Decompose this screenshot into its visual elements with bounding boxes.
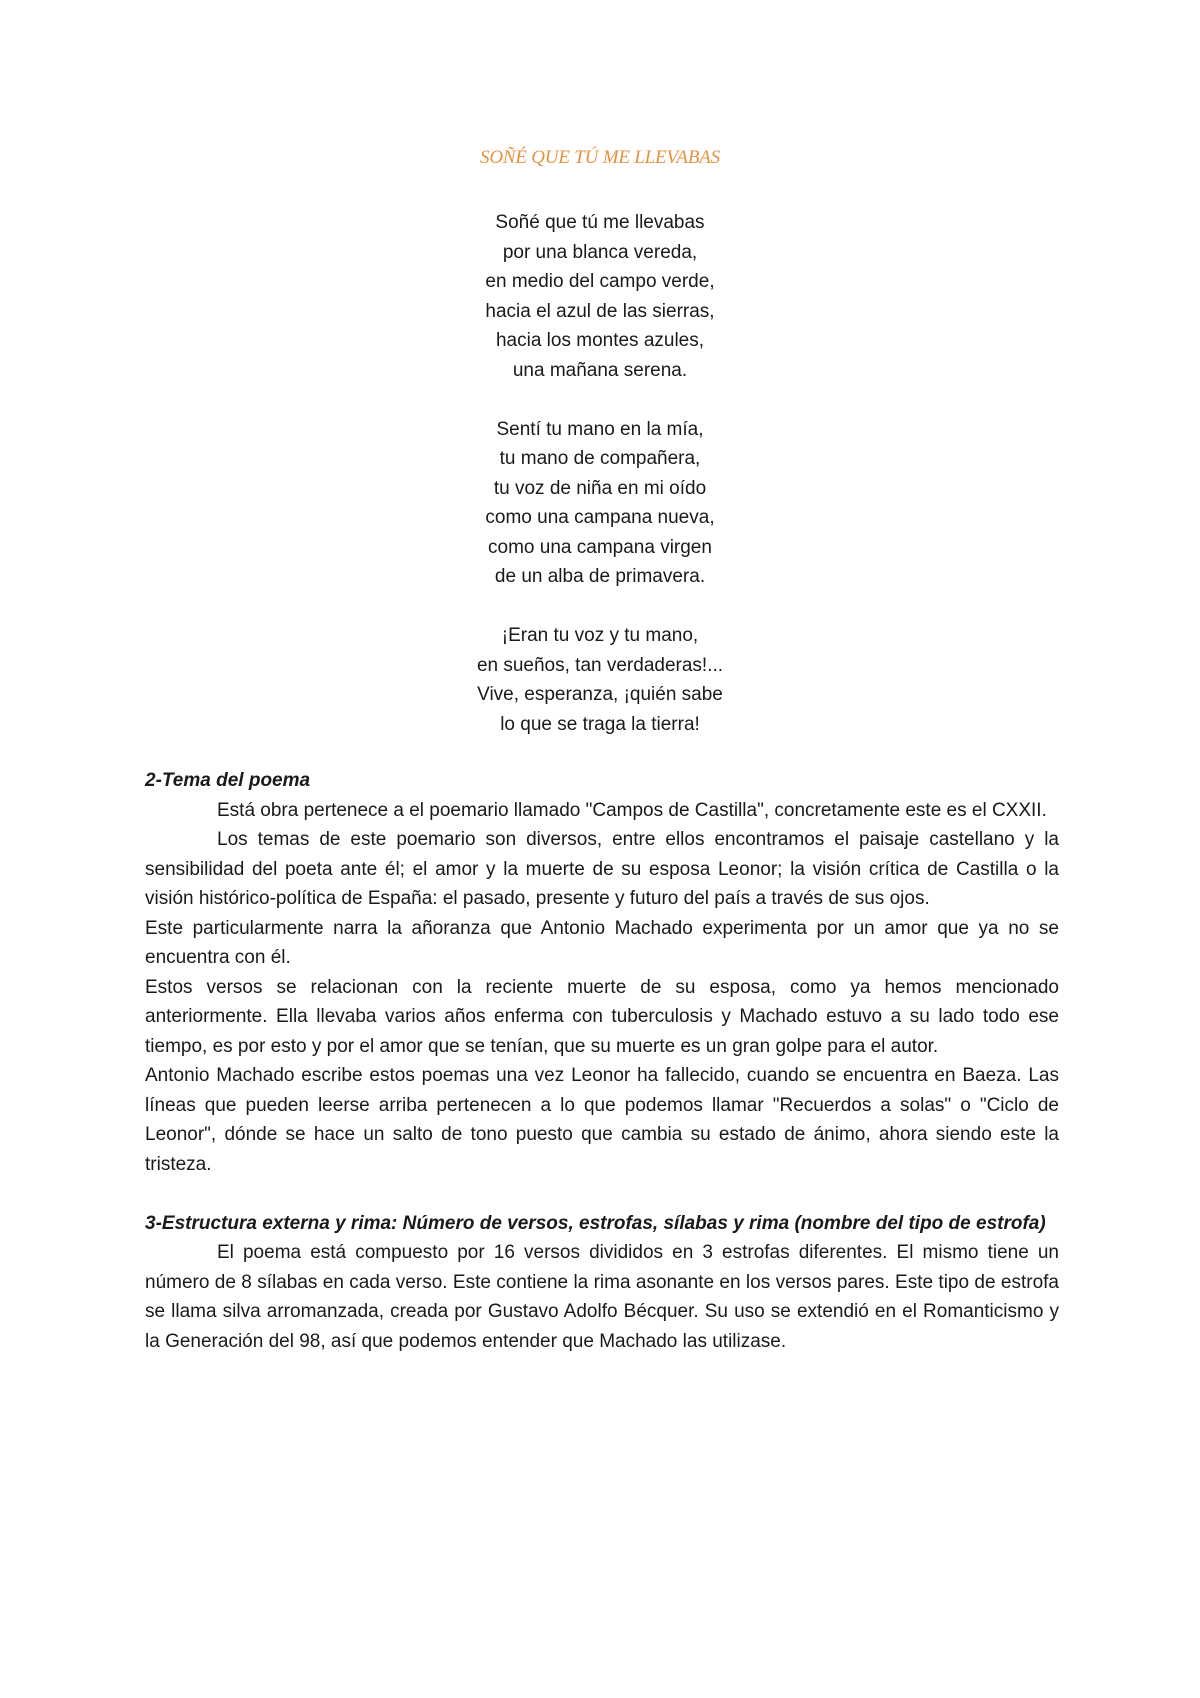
poem-verse: Sentí tu mano en la mía, [496,418,704,440]
poem-stanza-3 [0,621,1200,739]
poem-verse: por una blanca vereda, [502,241,698,263]
poem-verse: en medio del campo verde, [485,271,715,292]
poem-verse: tu mano de compañera, [499,448,701,469]
section-2-heading: 2-Tema del poema [145,770,311,791]
poem-verse: en sueños, tan verdaderas!... [476,654,724,676]
analysis-content [145,766,1059,1356]
poem-verse: de un alba de primavera. [494,566,706,587]
poem-verse: hacia los montes azules, [495,330,705,351]
poem-stanza-2 [0,415,1200,592]
section-spacer [145,1179,1059,1209]
poem-verse: una mañana serena. [512,359,688,381]
poem-title: SOÑÉ QUE TÚ ME LLEVABAS [480,147,720,168]
section-2-paragraph: Los temas de este poemario son diversos, entre ellos encontramos el paisaje castellano y la sensibilidad del poeta ante él; el amor y la muerte de su esposa Leonor; la visión crítica de Castilla o la visión histórico-política de España: el pasado, presente y futuro del país a través de sus ojos. [145,829,1059,909]
poem-verse: Soñé que tú me llevabas [495,212,705,233]
poem-verse: tu voz de niña en mi oído [493,477,707,499]
poem-verse: como una campana nueva, [485,507,715,528]
poem-verse: como una campana virgen [488,536,712,558]
section-2-paragraph: Antonio Machado escribe estos poemas una vez Leonor ha fallecido, cuando se encuentra en Baeza. Las líneas que pueden leerse arriba pertenecen a lo que podemos llamar "Recuerdos a solas" o "Ciclo de Leonor", dónde se hace un salto de tono puesto que cambia su estado de ánimo, ahora siendo este la tristeza. [145,1065,1059,1175]
section-2-paragraph: Estos versos se relacionan con la reciente muerte de su esposa, como ya hemos mencionado anteriormente. Ella llevaba varios años enferma con tuberculosis y Machado estuvo a su lado todo ese tiempo, es por esto y por el amor que se tenían, que su muerte es un gran golpe para el autor. [145,976,1059,1057]
poem-body [0,208,1200,739]
poem-verse: Vive, esperanza, ¡quién sabe [477,684,723,705]
section-2-paragraph: Este particularmente narra la añoranza que Antonio Machado experimenta por un amor que ya no se encuentra con él. [145,917,1059,968]
section-3-heading: 3-Estructura externa y rima: Número de versos, estrofas, sílabas y rima (nombre del tipo de estrofa) [145,1212,1046,1234]
poem-verse: hacia el azul de las sierras, [485,300,715,322]
section-2-paragraph: Está obra pertenece a el poemario llamado "Campos de Castilla", concretamente este es el CXXII. [217,799,1047,821]
poem-verse: lo que se traga la tierra! [500,713,700,735]
poem-stanza-1 [0,208,1200,385]
section-3-paragraph: El poema está compuesto por 16 versos divididos en 3 estrofas diferentes. El mismo tiene un número de 8 sílabas en cada verso. Este contiene la rima asonante en los versos pares. Este tipo de estrofa se llama silva arromanzada, creada por Gustavo Adolfo Bécquer. Su uso se extendió en el Romanticismo y la Generación del 98, así que podemos entender que Machado las utilizase. [145,1242,1059,1352]
poem-verse: ¡Eran tu voz y tu mano, [501,625,699,646]
